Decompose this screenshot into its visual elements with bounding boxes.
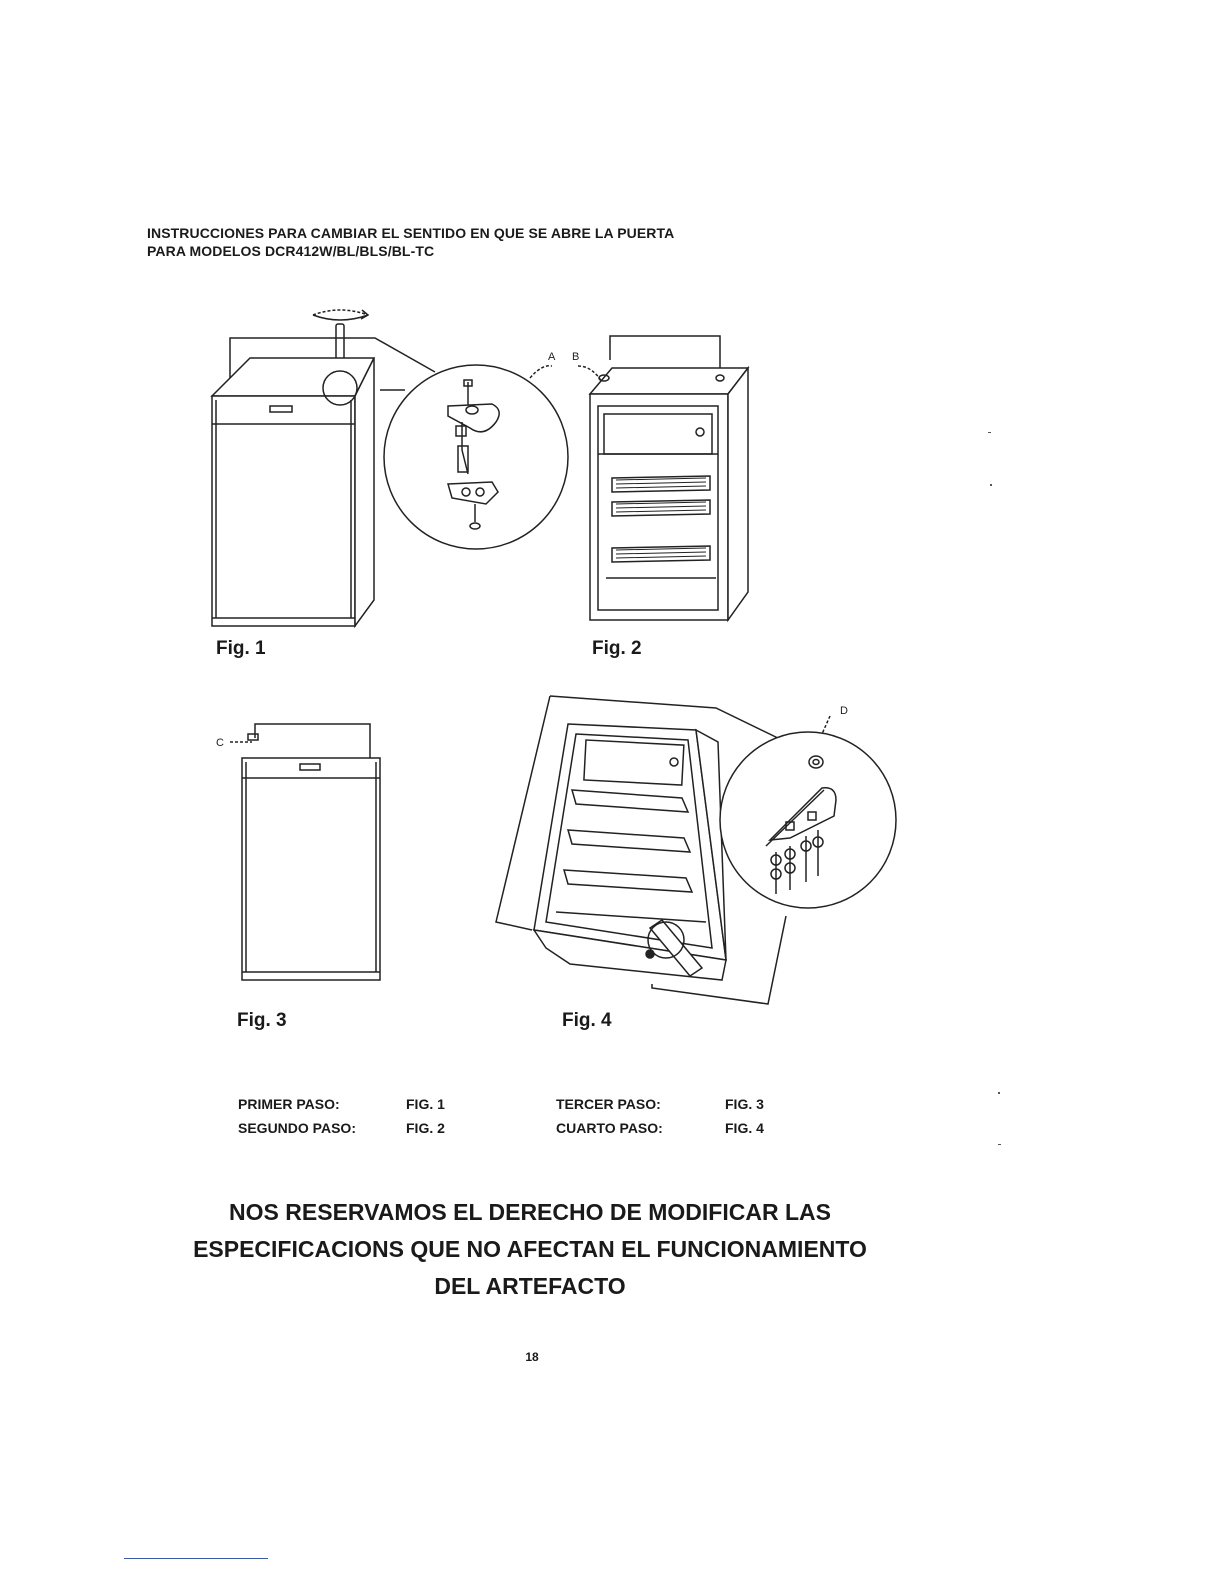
- disclaimer-notice: [140, 1194, 920, 1305]
- step-figure: FIG. 1: [406, 1096, 445, 1112]
- scan-speck: [998, 1092, 1000, 1094]
- step-row: [238, 1116, 498, 1140]
- step-name: PRIMER PASO:: [238, 1096, 340, 1112]
- scan-speck: [990, 484, 992, 486]
- figure-2-label: Fig. 2: [592, 638, 642, 659]
- notice-line-3: DEL ARTEFACTO: [434, 1273, 626, 1299]
- step-name: TERCER PASO:: [556, 1096, 661, 1112]
- step-row: [238, 1092, 498, 1116]
- notice-line-2: ESPECIFICACIONS QUE NO AFECTAN EL FUNCIONAMIENTO: [193, 1236, 867, 1262]
- callout-a: A: [548, 351, 556, 363]
- callout-d: D: [840, 705, 848, 717]
- page-number: 18: [525, 1350, 539, 1364]
- steps-right: [556, 1092, 796, 1140]
- steps-left: [238, 1092, 498, 1140]
- heading-line-1: INSTRUCCIONES PARA CAMBIAR EL SENTIDO EN QUE SE ABRE LA PUERTA: [147, 225, 675, 241]
- figure-4-label: Fig. 4: [562, 1010, 612, 1031]
- step-row: [556, 1092, 796, 1116]
- figure-1-label: Fig. 1: [216, 638, 266, 659]
- heading-line-2: PARA MODELOS DCR412W/BL/BLS/BL-TC: [147, 243, 435, 259]
- step-figure: FIG. 4: [725, 1120, 764, 1136]
- step-name: CUARTO PASO:: [556, 1120, 663, 1136]
- step-figure: FIG. 2: [406, 1120, 445, 1136]
- figure-3-label: Fig. 3: [237, 1010, 287, 1031]
- callout-b: B: [572, 351, 580, 363]
- figure-3-illustration: [210, 720, 390, 990]
- callout-c: C: [216, 737, 224, 749]
- step-name: SEGUNDO PASO:: [238, 1120, 356, 1136]
- figure-4-illustration: [490, 690, 910, 1010]
- footnote-rule: [124, 1558, 268, 1559]
- figure-2-illustration: [520, 330, 760, 640]
- notice-line-1: NOS RESERVAMOS EL DERECHO DE MODIFICAR LAS: [229, 1199, 831, 1225]
- step-figure: FIG. 3: [725, 1096, 764, 1112]
- scan-speck: [998, 1144, 1001, 1145]
- scan-speck: [988, 432, 991, 433]
- step-row: [556, 1116, 796, 1140]
- section-heading: [147, 224, 674, 260]
